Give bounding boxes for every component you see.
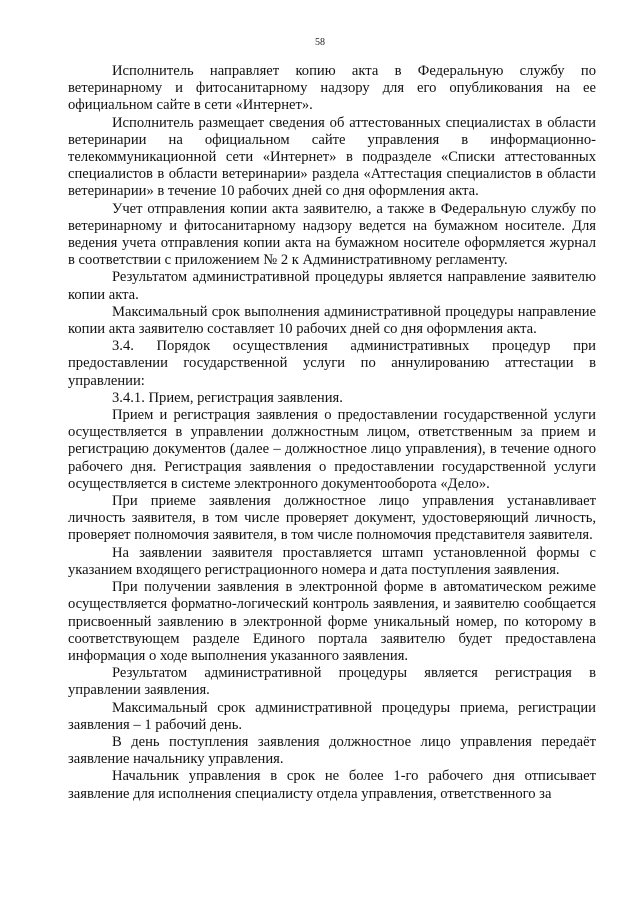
section-heading-3-4: 3.4. Порядок осуществления административных процедур при предоставлении государственной услуги по аннулированию аттестации в управлении: xyxy=(68,338,596,389)
subsection-heading-3-4-1: 3.4.1. Прием, регистрация заявления. xyxy=(112,389,343,406)
document-body xyxy=(68,63,596,803)
paragraph: Учет отправления копии акта заявителю, а также в Федеральную службу по ветеринарному и фитосанитарному надзору ведется на бумажном носителе. Для ведения учета отправления копии акта на бумажном носителе оформляется журнал в соответствии с приложением № 2 к Административному регламенту. xyxy=(68,200,596,269)
paragraph: Результатом административной процедуры является направление заявителю копии акта. xyxy=(68,269,596,303)
paragraph: При получении заявления в электронной форме в автоматическом режиме осуществляется форматно-логический контроль заявления, и заявителю сообщается присвоенный заявлению в электронной форме уникальный номер, по которому в соответствующем разделе Единого портала заявителю будет предоставлена информация о ходе выполнения указанного заявления. xyxy=(68,579,596,664)
paragraph: Прием и регистрация заявления о предоставлении государственной услуги осуществляется в управлении должностным лицом, ответственным за прием и регистрацию документов (далее – должностное лицо управления), в течение одного рабочего дня. Регистрация заявления о предоставлении государственной услуги осуществляется в системе электронного документооборота «Дело». xyxy=(68,407,596,492)
paragraph: Начальник управления в срок не более 1-го рабочего дня отписывает заявление для исполнения специалисту отдела управления, ответственного за xyxy=(68,768,596,802)
paragraph: Исполнитель размещает сведения об аттестованных специалистах в области ветеринарии на официальном сайте управления в информационно-телекоммуникационной сети «Интернет» в подразделе «Списки аттестованных специалистов в области ветеринарии» раздела «Аттестация специалистов в области ветеринарии» в течение 10 рабочих дней со дня оформления акта. xyxy=(68,114,596,200)
paragraph: Результатом административной процедуры является регистрация в управлении заявления. xyxy=(68,665,596,699)
paragraph: Максимальный срок выполнения административной процедуры направление копии акта заявителю составляет 10 рабочих дней со дня оформления акта. xyxy=(68,303,596,338)
page-number: 58 xyxy=(315,37,325,48)
paragraph: Максимальный срок административной процедуры приема, регистрации заявления – 1 рабочий день. xyxy=(68,699,596,733)
paragraph: В день поступления заявления должностное лицо управления передаёт заявление начальнику управления. xyxy=(68,733,596,768)
paragraph: На заявлении заявителя проставляется штамп установленной формы с указанием входящего регистрационного номера и дата поступления заявления. xyxy=(68,544,596,578)
paragraph: При приеме заявления должностное лицо управления устанавливает личность заявителя, в том числе проверяет документ, удостоверяющий личность, проверяет полномочия заявителя, в том числе полномочия представителя заявителя. xyxy=(68,493,596,544)
paragraph: Исполнитель направляет копию акта в Федеральную службу по ветеринарному и фитосанитарному надзору для его опубликования на ее официальном сайте в сети «Интернет». xyxy=(68,63,596,114)
